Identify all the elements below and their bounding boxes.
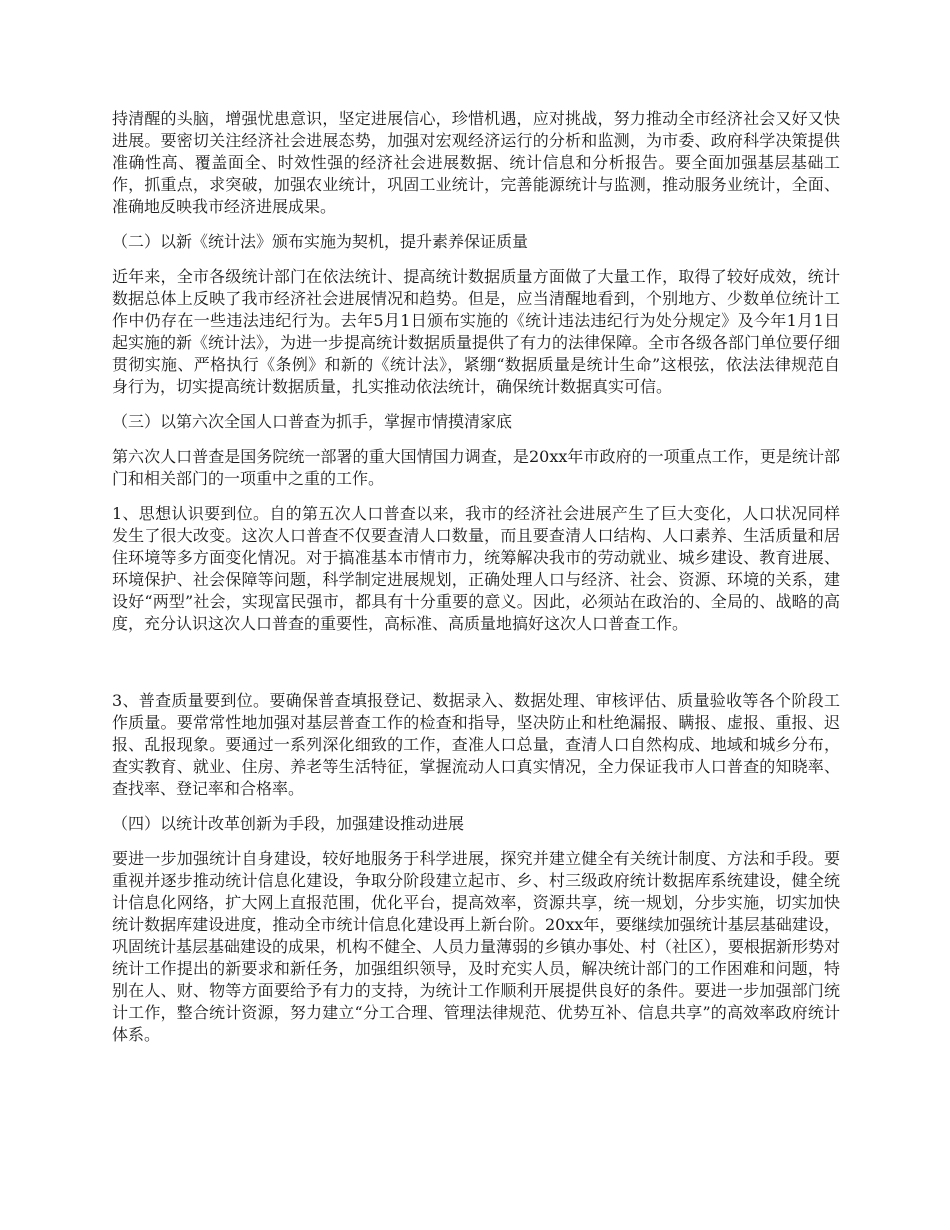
paragraph-census-intro: 第六次人口普查是国务院统一部署的重大国情国力调查，是20xx年市政府的一项重点工作，更是统计部门和相关部门的一项重中之重的工作。 <box>112 447 840 488</box>
paragraph-reform-innovation: 要进一步加强统计自身建设，较好地服务于科学进展，探究并建立健全有关统计制度、方法和手段。要重视并逐步推动统计信息化建设，争取分阶段建立起市、乡、村三级政府统计数据库系统建设，健全统计信息化网络，扩大网上直报范围，优化平台，提高效率，资源共享，统一规划，分步实施，切实加快统计数据库建设进度，推动全市统计信息化建设再上新台阶。20xx年，要继续加强统计基层基础建设，巩固统计基层基础建设的成果，机构不健全、人员力量薄弱的乡镇办事处、村（社区），要根据新形势对统计工作提出的新要求和新任务，加强组织领导，及时充实人员，解决统计部门的工作困难和问题，特别在人、财、物等方面要给予有力的支持，为统计工作顺利开展提供良好的条件。要进一步加强部门统计工作，整合统计资源，努力建立“分工合理、管理法律规范、优势互补、信息共享”的高效率政府统计体系。 <box>112 849 841 1044</box>
section-heading-2: （二）以新《统计法》颁布实施为契机，提升素养保证质量 <box>112 232 529 251</box>
paragraph-statistics-law: 近年来，全市各级统计部门在依法统计、提高统计数据质量方面做了大量工作，取得了较好成效，统计数据总体上反映了我市经济社会进展情况和趋势。但是，应当清醒地看到，个别地方、少数单位统计工作中仍存在一些违法违纪行为。去年5月1日颁布实施的《统计违法违纪行为处分规定》及今年1月1日起实施的新《统计法》，为进一步提高统计数据质量提供了有力的法律保障。全市各级各部门单位要仔细贯彻实施、严格执行《条例》和新的《统计法》，紧绷“数据质量是统计生命”这根弦，依法法律规范自身行为，切实提高统计数据质量，扎实推动依法统计，确保统计数据真实可信。 <box>112 267 841 396</box>
paragraph-census-point-1: 1、思想认识要到位。自的第五次人口普查以来，我市的经济社会进展产生了巨大变化，人口状况同样发生了很大改变。这次人口普查不仅要查清人口数量，而且要查清人口结构、人口素养、生活质量和居住环境等多方面变化情况。对于搞准基本市情市力，统筹解决我市的劳动就业、城乡建设、教育进展、环境保护、社会保障等问题，科学制定进展规划，正确处理人口与经济、社会、资源、环境的关系，建设好“两型”社会，实现富民强市，都具有十分重要的意义。因此，必须站在政治的、全局的、战略的高度，充分认识这次人口普查的重要性，高标准、高质量地搞好这次人口普查工作。 <box>112 504 840 633</box>
paragraph-economy-monitoring: 持清醒的头脑，增强忧患意识，坚定进展信心，珍惜机遇，应对挑战，努力推动全市经济社会又好又快进展。要密切关注经济社会进展态势，加强对宏观经济运行的分析和监测，为市委、政府科学决策提供准确性高、覆盖面全、时效性强的经济社会进展数据、统计信息和分析报告。要全面加强基层基础工作，抓重点，求突破，加强农业统计，巩固工业统计，完善能源统计与监测，推动服务业统计，全面、准确地反映我市经济进展成果。 <box>112 109 840 216</box>
section-heading-4: （四）以统计改革创新为手段，加强建设推动进展 <box>112 814 465 833</box>
document-body <box>112 108 840 1059</box>
paragraph-census-point-3: 3、普查质量要到位。要确保普查填报登记、数据录入、数据处理、审核评估、质量验收等各个阶段工作质量。要常常性地加强对基层普查工作的检查和指导，坚决防止和杜绝漏报、瞒报、虚报、重报、迟报、乱报现象。要通过一系列深化细致的工作，查准人口总量，查清人口自然构成、地域和城乡分布，查实教育、就业、住房、养老等生活特征，掌握流动人口真实情况，全力保证我市人口普查的知晓率、查找率、登记率和合格率。 <box>112 691 840 798</box>
blank-gap <box>112 648 840 690</box>
section-heading-3: （三）以第六次全国人口普查为抓手，掌握市情摸清家底 <box>112 412 513 431</box>
